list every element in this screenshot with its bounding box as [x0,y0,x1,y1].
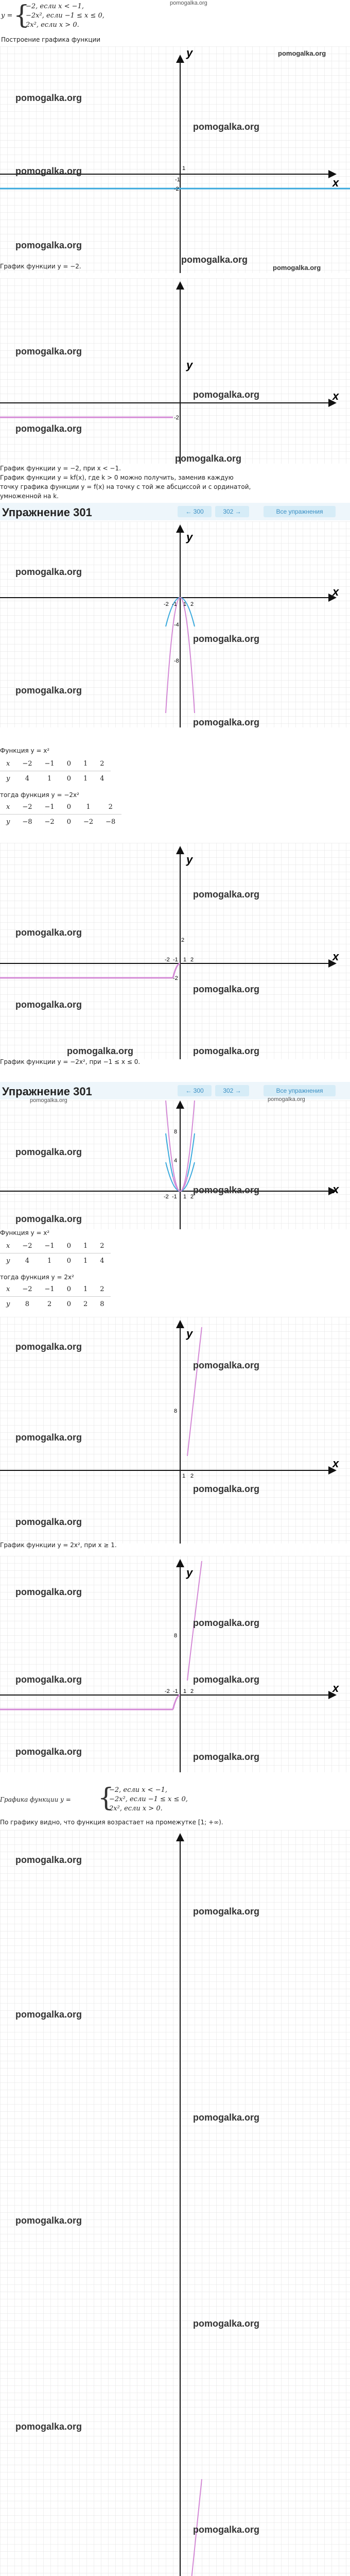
all-exercises-button[interactable]: Все упражнения [264,1085,336,1096]
watermark: pomogalka.org [15,927,82,938]
watermark: pomogalka.org [193,1360,260,1370]
svg-text:y: y [186,531,193,544]
svg-text:-1: -1 [175,177,180,183]
graph-neg2x2-cond-text: График функции y = −2x², при −1 ≤ x ≤ 0. [0,1058,141,1065]
watermark: pomogalka.org [15,2421,82,2432]
watermark: pomogalka.org [15,423,82,434]
svg-text:2: 2 [181,937,185,943]
watermark: pomogalka.org [193,1906,260,1917]
svg-text:-2: -2 [174,186,179,192]
watermark: pomogalka.org [193,1185,260,1195]
graph-2x2-cond-text: График функции y = 2x², при x ≥ 1. [0,1541,117,1549]
value-table-c: x −2 −1 0 1 2 y 4 1 0 1 4 [0,1239,111,1268]
graph-4 [0,843,350,1059]
svg-text:1: 1 [182,1473,186,1479]
prev-exercise-button[interactable]: ← 300 [178,1085,212,1096]
svg-text:y: y [186,1566,193,1579]
watermark: pomogalka.org [67,1046,134,1056]
watermark: pomogalka.org [193,2524,260,2535]
watermark: pomogalka.org [15,166,82,176]
graph-1 [0,46,350,273]
svg-text:8: 8 [174,1633,178,1639]
watermark: pomogalka.org [193,2318,260,2329]
svg-text:y: y [186,1327,193,1340]
watermark: pomogalka.org [15,2215,82,2226]
watermark: pomogalka.org [15,1214,82,1224]
watermark: pomogalka.org [181,255,248,265]
svg-text:-2: -2 [174,415,179,421]
svg-text:1: 1 [182,165,186,172]
piecewise-2-case-3: 2x², если x > 0. [109,1805,163,1812]
piecewise-prefix: y = [1,12,13,20]
exercise-header [0,503,350,520]
watermark: pomogalka.org [278,49,326,57]
prev-exercise-button[interactable]: ← 300 [178,506,212,517]
svg-text:-2: -2 [173,975,178,981]
build-intro-text: Построение графика функции [1,36,101,43]
then-func-2x2-text: тогда функция y = 2x² [0,1274,74,1281]
watermark: pomogalka.org [15,1747,82,1757]
svg-text:2: 2 [190,957,194,963]
graph-8 [0,1830,350,2576]
svg-text:x: x [332,1457,339,1470]
svg-text:y: y [186,359,193,371]
watermark: pomogalka.org [193,1046,260,1056]
svg-text:4: 4 [174,1158,178,1164]
graph-5 [0,1100,350,1229]
watermark: pomogalka.org [15,1342,82,1352]
svg-text:y: y [186,853,193,866]
func-x2-text: Функция y = x² [0,747,50,754]
then-func-neg2x2-text: тогда функция y = −2x² [0,791,79,799]
svg-text:1: 1 [183,601,187,607]
kf-note-3: умноженной на k. [0,493,59,500]
svg-text:1: 1 [183,1194,187,1200]
next-exercise-button[interactable]: 302 → [215,506,249,517]
watermark: pomogalka.org [193,1618,260,1628]
watermark: pomogalka.org [193,1674,260,1685]
svg-text:x: x [332,585,339,598]
watermark: pomogalka.org [268,1096,305,1103]
watermark: pomogalka.org [15,1147,82,1157]
svg-text:8: 8 [174,1408,178,1414]
watermark: pomogalka.org [175,453,242,464]
svg-text:x: x [332,950,339,963]
watermark: pomogalka.org [15,685,82,696]
svg-text:-1: -1 [173,957,178,963]
watermark: pomogalka.org [15,240,82,250]
watermark: pomogalka.org [193,984,260,994]
watermark: pomogalka.org [15,1517,82,1527]
watermark: pomogalka.org [193,122,260,132]
x-axis-label: x [332,176,339,189]
svg-text:2: 2 [190,1688,194,1694]
y-axis-label: y [186,46,193,59]
value-table-a: x −2 −1 0 1 2 y 4 1 0 1 4 [0,756,111,786]
svg-text:x: x [332,1682,339,1694]
svg-text:8: 8 [174,1129,178,1135]
kf-note-2: точку графика функции y = f(x) на точку с той же абсциссой и с ординатой, [0,483,251,490]
watermark: pomogalka.org [193,889,260,900]
watermark: pomogalka.org [15,2009,82,2020]
svg-text:2: 2 [190,1194,194,1200]
exercise-title: Упражнение 301 [2,506,92,519]
watermark: pomogalka.org [30,1097,67,1104]
svg-text:-4: -4 [174,622,179,628]
piecewise-case-1: −2, если x < −1, [26,3,84,10]
watermark: pomogalka.org [15,1674,82,1685]
svg-text:-2: -2 [165,1688,170,1694]
watermark: pomogalka.org [193,2112,260,2123]
all-exercises-button[interactable]: Все упражнения [264,506,336,517]
piecewise-case-3: 2x², если x > 0. [26,21,79,29]
graph-y-minus2-cond-text: График функции y = −2, при x < −1. [0,465,121,472]
next-exercise-button[interactable]: 302 → [215,1085,249,1096]
graph-3 [0,521,350,727]
piecewise-2-prefix: Графика функции y = [0,1796,71,1803]
value-table-d: x −2 −1 0 1 2 y 8 2 0 2 8 [0,1282,111,1311]
increase-note: По графику видно, что функция возрастает на промежутке [1; +∞). [0,1819,223,1826]
watermark: pomogalka.org [193,389,260,400]
svg-text:2: 2 [190,601,194,607]
func-x2-b-text: Функция y = x² [0,1229,50,1236]
svg-text:1: 1 [183,957,187,963]
piecewise-2-case-2: −2x², если −1 ≤ x ≤ 0, [109,1795,188,1803]
watermark: pomogalka.org [15,999,82,1010]
piecewise-case-2: −2x², если −1 ≤ x ≤ 0, [26,12,104,20]
watermark: pomogalka.org [193,1752,260,1762]
watermark: pomogalka.org [15,93,82,103]
svg-text:-2: -2 [165,957,170,963]
svg-text:x: x [332,1183,339,1196]
watermark: pomogalka.org [15,1432,82,1443]
watermark: pomogalka.org [273,264,321,272]
svg-text:1: 1 [183,1688,187,1694]
svg-text:-1: -1 [172,1194,177,1200]
watermark: pomogalka.org [15,346,82,357]
svg-text:-8: -8 [174,658,179,664]
svg-text:x: x [332,389,339,402]
watermark: pomogalka.org [15,567,82,577]
piecewise-2-case-1: −2, если x < −1, [109,1786,167,1794]
watermark: pomogalka.org [193,717,260,727]
graph-y-minus2-text: График функции y = −2. [0,263,81,270]
watermark: pomogalka.org [15,1855,82,1865]
svg-text:-1: -1 [172,601,177,607]
watermark: pomogalka.org [193,634,260,644]
graph-2 [0,278,350,464]
watermark-top: pomogalka.org [170,0,207,6]
brace-2: { [98,1783,114,1812]
watermark: pomogalka.org [15,1587,82,1597]
watermark: pomogalka.org [193,1484,260,1494]
value-table-b: x −2 −1 0 1 2 y −8 −2 0 −2 −8 [0,800,121,829]
exercise-title: Упражнение 301 [2,1085,92,1098]
svg-text:2: 2 [190,1473,194,1479]
brace: { [13,0,30,30]
svg-text:-1: -1 [173,1688,178,1694]
svg-text:-2: -2 [164,601,169,607]
svg-text:-2: -2 [164,1194,169,1200]
kf-note-1: График функции y = kf(x), где k > 0 можно получить, заменив каждую [0,474,234,481]
